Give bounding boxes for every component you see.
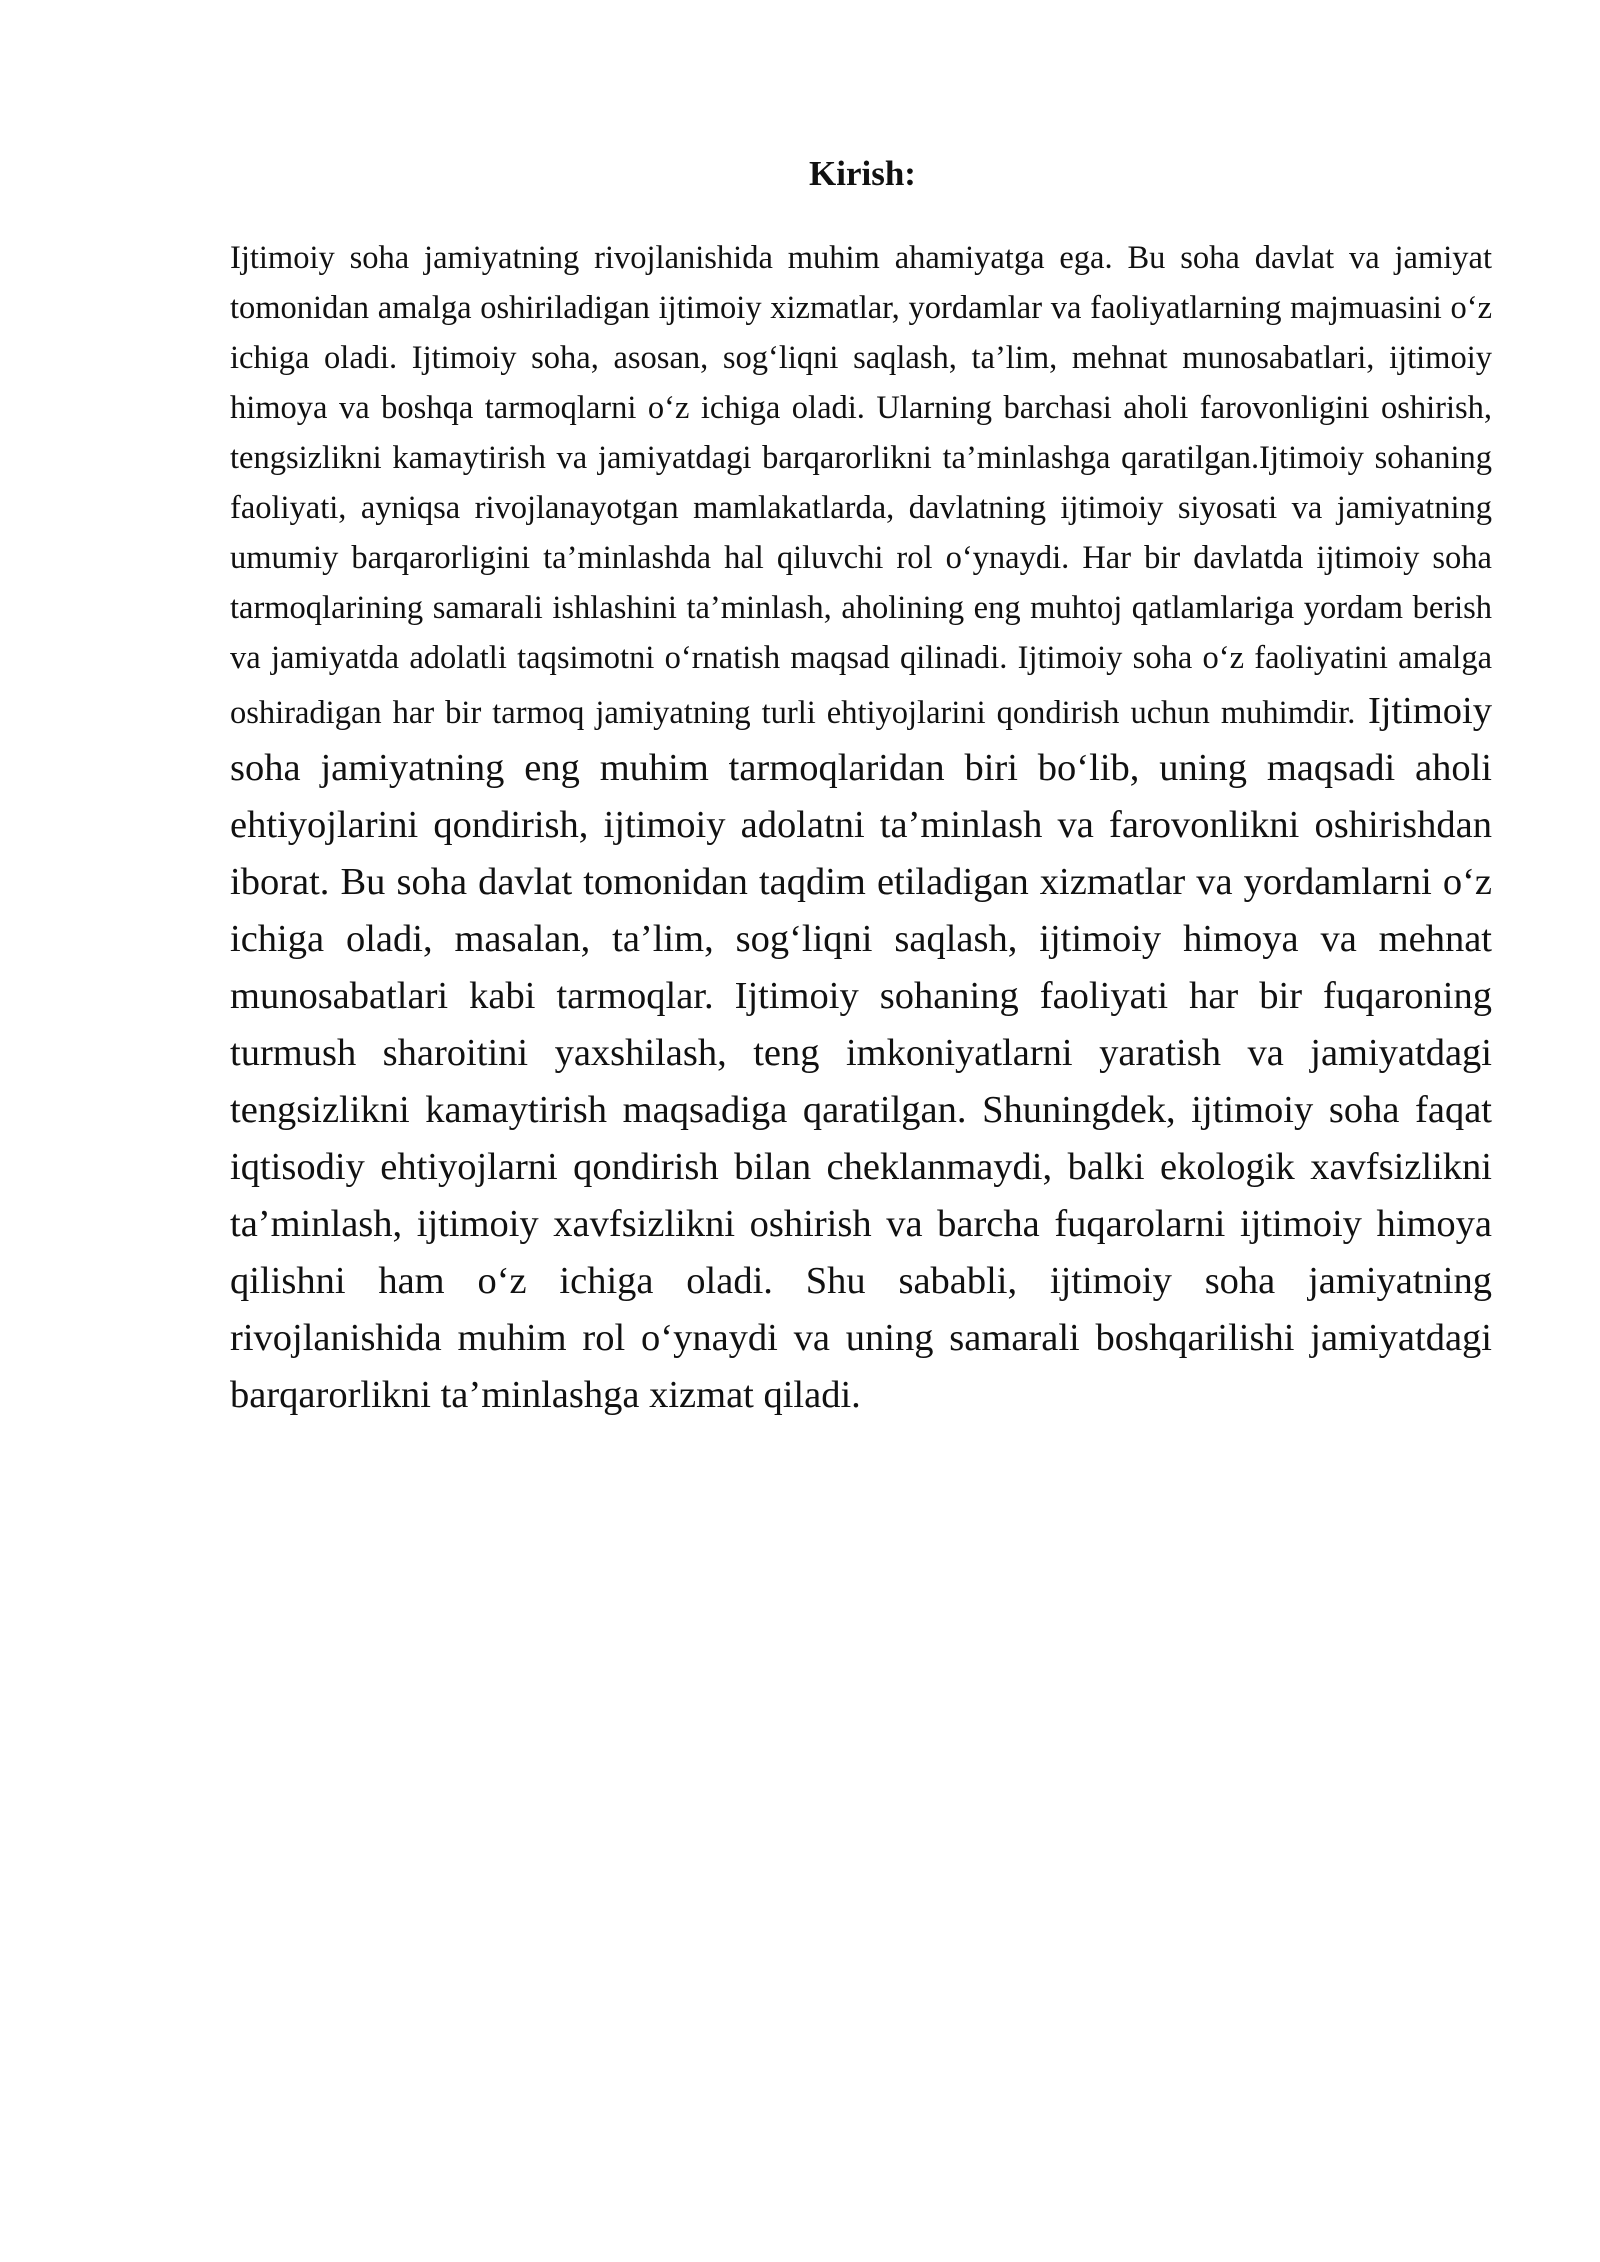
paragraph-text-small: Ijtimoiy soha jamiyatning rivojlanishida muhim ahamiyatga ega. Bu soha davlat va jamiyat tomonidan amalga oshiriladigan ijtimoiy xizmatlar, yordamlar va faoliyatlarning majmuasini o‘z ichiga oladi. Ijtimoiy soha, asosan, sog‘liqni saqlash, ta’lim, mehnat munosabatlari, ijtimoiy himoya va boshqa tarmoqlarni o‘z ichiga oladi. Ularning barchasi aholi farovonligini oshirish, tengsizlikni kamaytirish va jamiyatdagi barqarorlikni ta’minlashga qaratilgan.Ijtimoiy sohaning faoliyati, ayniqsa rivojlanayotgan mamlakatlarda, davlatning ijtimoiy siyosati va jamiyatning umumiy barqarorligini ta’minlashda hal qiluvchi rol o‘ynaydi. Har bir davlatda ijtimoiy soha tarmoqlarining samarali ishlashini ta’minlash, aholining eng muhtoj qatlamlariga yordam berish va jamiyatda adolatli taqsimotni o‘rnatish maqsad qilinadi. Ijtimoiy soha o‘z faoliyatini amalga oshiradigan har bir tarmoq jamiyatning turli ehtiyojlarini qondirish uchun muhimdir.	[230, 240, 1492, 731]
body-paragraph	[230, 233, 1492, 1424]
page-title: Kirish:	[809, 154, 916, 193]
paragraph-text-large: Ijtimoiy soha jamiyatning eng muhim tarmoqlaridan biri bo‘lib, uning maqsadi aholi ehtiyojlarini qondirish, ijtimoiy adolatni ta’minlash va farovonlikni oshirishdan iborat. Bu soha davlat tomonidan taqdim etiladigan xizmatlar va yordamlarni o‘z ichiga oladi, masalan, ta’lim, sog‘liqni saqlash, ijtimoiy himoya va mehnat munosabatlari kabi tarmoqlar. Ijtimoiy sohaning faoliyati har bir fuqaroning turmush sharoitini yaxshilash, teng imkoniyatlarni yaratish va jamiyatdagi tengsizlikni kamaytirish maqsadiga qaratilgan. Shuningdek, ijtimoiy soha faqat iqtisodiy ehtiyojlarni qondirish bilan cheklanmaydi, balki ekologik xavfsizlikni ta’minlash, ijtimoiy xavfsizlikni oshirish va barcha fuqarolarni ijtimoiy himoya qilishni ham o‘z ichiga oladi. Shu sababli, ijtimoiy soha jamiyatning rivojlanishida muhim rol o‘ynaydi va uning samarali boshqarilishi jamiyatdagi barqarorlikni ta’minlashga xizmat qiladi.	[230, 690, 1492, 1416]
